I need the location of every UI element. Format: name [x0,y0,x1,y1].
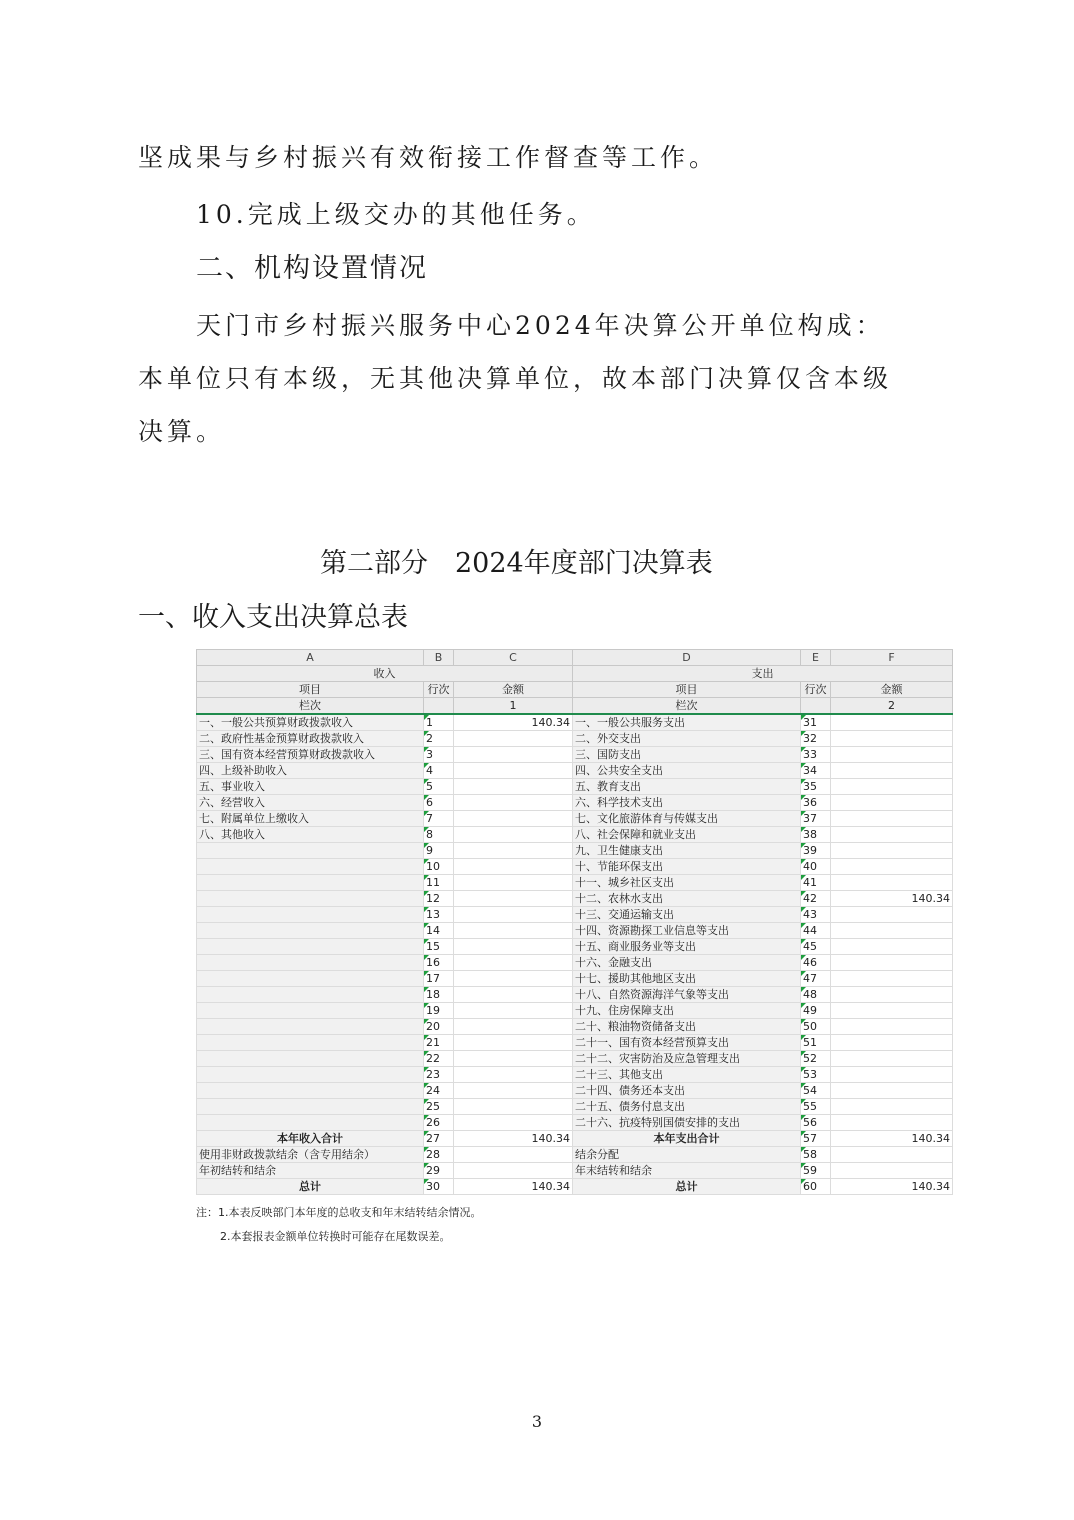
income-amount [454,1035,573,1051]
expense-amount [831,827,953,843]
expense-amount [831,939,953,955]
expense-amount [831,1067,953,1083]
expense-row-no: 58 [801,1147,831,1163]
income-row-no: 19 [424,1003,454,1019]
expense-item: 十四、资源勘探工业信息等支出 [573,923,801,939]
expense-amount [831,747,953,763]
table-row [197,971,953,987]
expense-item: 八、社会保障和就业支出 [573,827,801,843]
income-row-no: 18 [424,987,454,1003]
expense-amount [831,875,953,891]
income-row-no: 24 [424,1083,454,1099]
income-row-no: 30 [424,1179,454,1195]
expense-row-no: 51 [801,1035,831,1051]
col-letter: B [424,650,454,666]
table-row [197,747,953,763]
table-row [197,827,953,843]
income-row-no: 29 [424,1163,454,1179]
income-row-no: 27 [424,1131,454,1147]
expense-amount [831,795,953,811]
income-amount [454,795,573,811]
table-row [197,1051,953,1067]
expense-amount [831,811,953,827]
expense-row-no: 60 [801,1179,831,1195]
income-row-no: 7 [424,811,454,827]
expense-item: 十三、交通运输支出 [573,907,801,923]
table-row [197,779,953,795]
income-row-no: 4 [424,763,454,779]
income-item [197,1099,424,1115]
income-row-no: 25 [424,1099,454,1115]
part-title: 第二部分 2024年度部门决算表 [320,548,713,579]
income-item-label: 项目 [197,682,424,698]
income-amount [454,747,573,763]
expense-row-no: 55 [801,1099,831,1115]
expense-row-no: 38 [801,827,831,843]
expense-item: 十一、城乡社区支出 [573,875,801,891]
table-row [197,731,953,747]
paragraph-6: 决算。 [138,417,226,446]
income-amount [454,987,573,1003]
expense-item: 十二、农林水支出 [573,891,801,907]
income-item: 总计 [197,1179,424,1195]
expense-item: 十六、金融支出 [573,955,801,971]
expense-item: 九、卫生健康支出 [573,843,801,859]
expense-row-no: 40 [801,859,831,875]
income-amount [454,1083,573,1099]
paragraph-5: 本单位只有本级，无其他决算单位，故本部门决算仅含本级 [138,364,893,393]
income-row-no: 15 [424,939,454,955]
expense-header: 支出 [573,666,953,682]
expense-item: 七、文化旅游体育与传媒支出 [573,811,801,827]
income-row-no: 1 [424,714,454,731]
expense-amount [831,1019,953,1035]
income-lanci-blank [424,698,454,715]
expense-row-no: 46 [801,955,831,971]
income-item: 七、附属单位上缴收入 [197,811,424,827]
income-expense-table [196,649,952,1195]
expense-item: 十、节能环保支出 [573,859,801,875]
table-row [197,923,953,939]
income-item [197,923,424,939]
expense-amount [831,1147,953,1163]
income-amount [454,1115,573,1131]
expense-item: 二十三、其他支出 [573,1067,801,1083]
income-row-no: 26 [424,1115,454,1131]
table-row [197,1147,953,1163]
income-row-no: 5 [424,779,454,795]
expense-amount [831,1099,953,1115]
income-amount: 140.34 [454,1131,573,1147]
expense-row-no: 48 [801,987,831,1003]
income-amount [454,779,573,795]
table-row [197,1115,953,1131]
income-item [197,1067,424,1083]
expense-item: 五、教育支出 [573,779,801,795]
expense-row-no: 35 [801,779,831,795]
expense-row-no: 36 [801,795,831,811]
table-row [197,1067,953,1083]
income-item [197,939,424,955]
income-item [197,891,424,907]
expense-amount [831,923,953,939]
income-item [197,1035,424,1051]
income-row-no: 13 [424,907,454,923]
note-2: 2.本套报表金额单位转换时可能存在尾数误差。 [220,1230,451,1243]
expense-amount [831,843,953,859]
expense-row-no: 49 [801,1003,831,1019]
income-amount [454,1147,573,1163]
income-amount [454,811,573,827]
expense-row-no-label: 行次 [801,682,831,698]
income-amount [454,939,573,955]
expense-row-no: 59 [801,1163,831,1179]
table-row [197,907,953,923]
expense-row-no: 47 [801,971,831,987]
income-item [197,987,424,1003]
expense-row-no: 44 [801,923,831,939]
expense-amount [831,859,953,875]
income-amount [454,731,573,747]
income-amount [454,827,573,843]
expense-item: 二十五、债务付息支出 [573,1099,801,1115]
expense-row-no: 31 [801,714,831,731]
income-item: 八、其他收入 [197,827,424,843]
income-row-no: 2 [424,731,454,747]
note-1: 注：1.本表反映部门本年度的总收支和年末结转结余情况。 [196,1206,482,1219]
expense-amount-label: 金额 [831,682,953,698]
expense-item: 本年支出合计 [573,1131,801,1147]
expense-amount [831,971,953,987]
col-letter: D [573,650,801,666]
income-row-no: 23 [424,1067,454,1083]
income-row-no: 3 [424,747,454,763]
income-amount-label: 金额 [454,682,573,698]
expense-item: 四、公共安全支出 [573,763,801,779]
table-row [197,1035,953,1051]
income-row-no: 20 [424,1019,454,1035]
expense-row-no: 54 [801,1083,831,1099]
expense-row-no: 41 [801,875,831,891]
income-amount: 140.34 [454,1179,573,1195]
expense-item: 一、一般公共服务支出 [573,714,801,731]
income-item [197,1115,424,1131]
income-header: 收入 [197,666,573,682]
income-row-no: 16 [424,955,454,971]
income-amount [454,891,573,907]
expense-amount [831,907,953,923]
field-header-row [197,682,953,698]
income-item: 二、政府性基金预算财政拨款收入 [197,731,424,747]
income-amount [454,971,573,987]
expense-item: 二十四、债务还本支出 [573,1083,801,1099]
income-item [197,875,424,891]
paragraph-1: 坚成果与乡村振兴有效衔接工作督查等工作。 [138,143,719,172]
col-letter: C [454,650,573,666]
table-row [197,1019,953,1035]
expense-amount [831,731,953,747]
expense-amount [831,1163,953,1179]
expense-row-no: 56 [801,1115,831,1131]
expense-item: 六、科学技术支出 [573,795,801,811]
table-row [197,763,953,779]
table-row [197,811,953,827]
income-amount: 140.34 [454,714,573,731]
income-item: 五、事业收入 [197,779,424,795]
section-heading-org: 二、机构设置情况 [196,253,428,284]
expense-amount [831,987,953,1003]
table-row [197,1099,953,1115]
table-row [197,795,953,811]
col-letter: E [801,650,831,666]
expense-amount [831,1115,953,1131]
income-row-no: 11 [424,875,454,891]
expense-amount [831,1035,953,1051]
income-amount [454,1067,573,1083]
income-item: 年初结转和结余 [197,1163,424,1179]
income-amount [454,843,573,859]
expense-row-no: 32 [801,731,831,747]
table-row [197,955,953,971]
table-row [197,875,953,891]
col-letter: F [831,650,953,666]
expense-row-no: 33 [801,747,831,763]
income-amount [454,1163,573,1179]
table-row [197,891,953,907]
income-item: 使用非财政拨款结余（含专用结余） [197,1147,424,1163]
income-amount [454,859,573,875]
income-item [197,907,424,923]
expense-item: 年末结转和结余 [573,1163,801,1179]
income-amount [454,907,573,923]
expense-amount [831,1003,953,1019]
expense-item: 十七、援助其他地区支出 [573,971,801,987]
income-amount [454,1003,573,1019]
page-number: 3 [531,1412,543,1431]
income-amount [454,1051,573,1067]
table-row [197,714,953,731]
expense-amount [831,955,953,971]
income-item: 六、经营收入 [197,795,424,811]
paragraph-4: 天门市乡村振兴服务中心2024年决算公开单位构成： [196,311,885,340]
table-row [197,1083,953,1099]
income-item: 本年收入合计 [197,1131,424,1147]
expense-amount: 140.34 [831,1131,953,1147]
section-header-row [197,666,953,682]
income-item: 四、上级补助收入 [197,763,424,779]
expense-item: 十九、住房保障支出 [573,1003,801,1019]
section-title: 一、收入支出决算总表 [138,602,408,633]
income-item [197,1051,424,1067]
income-row-no: 28 [424,1147,454,1163]
income-row-no: 12 [424,891,454,907]
expense-item: 二十二、灾害防治及应急管理支出 [573,1051,801,1067]
expense-col-number: 2 [831,698,953,715]
income-amount [454,875,573,891]
expense-amount [831,1083,953,1099]
expense-row-no: 45 [801,939,831,955]
income-item: 一、一般公共预算财政拨款收入 [197,714,424,731]
expense-row-no: 43 [801,907,831,923]
income-row-no: 10 [424,859,454,875]
expense-item: 二十六、抗疫特别国债安排的支出 [573,1115,801,1131]
expense-item: 三、国防支出 [573,747,801,763]
expense-item: 二十一、国有资本经营预算支出 [573,1035,801,1051]
income-amount [454,763,573,779]
expense-row-no: 53 [801,1067,831,1083]
expense-row-no: 39 [801,843,831,859]
table-row [197,1131,953,1147]
income-row-no: 6 [424,795,454,811]
income-item [197,859,424,875]
income-amount [454,955,573,971]
income-item [197,1019,424,1035]
expense-amount [831,763,953,779]
expense-row-no: 52 [801,1051,831,1067]
income-lanci-label: 栏次 [197,698,424,715]
income-row-no: 14 [424,923,454,939]
expense-row-no: 57 [801,1131,831,1147]
table-row [197,843,953,859]
income-row-no: 21 [424,1035,454,1051]
expense-lanci-label: 栏次 [573,698,801,715]
income-row-no-label: 行次 [424,682,454,698]
table-row [197,1179,953,1195]
expense-item: 十八、自然资源海洋气象等支出 [573,987,801,1003]
income-col-number: 1 [454,698,573,715]
income-item [197,1003,424,1019]
expense-item-label: 项目 [573,682,801,698]
expense-row-no: 42 [801,891,831,907]
income-item [197,955,424,971]
income-item [197,1083,424,1099]
expense-item: 十五、商业服务业等支出 [573,939,801,955]
expense-amount: 140.34 [831,891,953,907]
income-row-no: 8 [424,827,454,843]
income-amount [454,1019,573,1035]
income-item [197,843,424,859]
income-row-no: 9 [424,843,454,859]
expense-amount [831,779,953,795]
col-letter: A [197,650,424,666]
expense-amount [831,1051,953,1067]
expense-row-no: 34 [801,763,831,779]
expense-row-no: 50 [801,1019,831,1035]
expense-item: 二、外交支出 [573,731,801,747]
table-row [197,1003,953,1019]
table-row [197,859,953,875]
income-row-no: 17 [424,971,454,987]
paragraph-2: 10.完成上级交办的其他任务。 [196,200,596,229]
lanci-row [197,698,953,715]
expense-lanci-blank [801,698,831,715]
column-letter-row [197,650,953,666]
table-row [197,1163,953,1179]
table-row [197,987,953,1003]
income-item: 三、国有资本经营预算财政拨款收入 [197,747,424,763]
expense-item: 二十、粮油物资储备支出 [573,1019,801,1035]
expense-item: 结余分配 [573,1147,801,1163]
expense-amount [831,714,953,731]
table-row [197,939,953,955]
income-row-no: 22 [424,1051,454,1067]
income-amount [454,1099,573,1115]
expense-amount: 140.34 [831,1179,953,1195]
income-amount [454,923,573,939]
income-item [197,971,424,987]
expense-item: 总计 [573,1179,801,1195]
expense-row-no: 37 [801,811,831,827]
